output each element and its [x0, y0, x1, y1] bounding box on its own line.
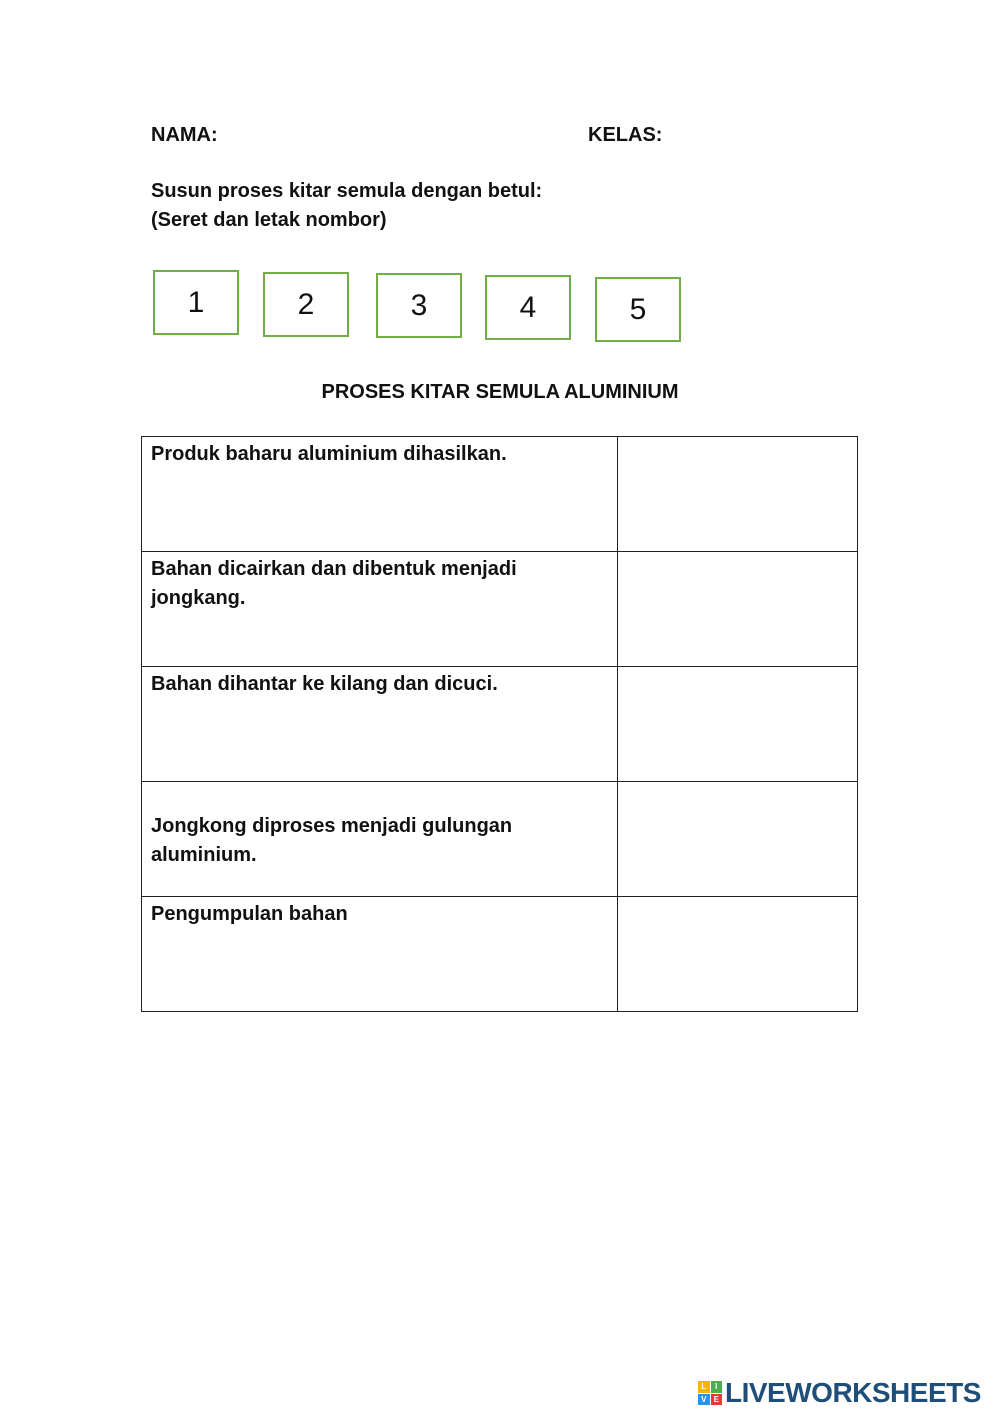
logo-letter: I: [711, 1381, 723, 1393]
step-cell: [142, 437, 618, 552]
table-row: [142, 667, 858, 782]
step-text: Bahan dicairkan dan dibentuk menjadi jongkang.: [151, 558, 517, 609]
nama-label: NAMA:: [151, 124, 218, 146]
step-text: Bahan dihantar ke kilang dan dicuci.: [151, 673, 498, 695]
section-title: PROSES KITAR SEMULA ALUMINIUM: [321, 381, 679, 403]
drop-zone[interactable]: [618, 552, 858, 667]
step-text: Pengumpulan bahan: [151, 903, 348, 925]
steps-table: [141, 436, 858, 1012]
logo-letter: V: [698, 1394, 710, 1406]
table-row: [142, 782, 858, 897]
logo-letter: E: [711, 1394, 723, 1406]
liveworksheets-logo-icon: [698, 1381, 722, 1405]
drop-zone[interactable]: [618, 667, 858, 782]
step-text: Jongkong diproses menjadi gulungan aluminium.: [151, 815, 513, 866]
number-tile-3[interactable]: 3: [376, 273, 462, 338]
number-tile-1[interactable]: 1: [153, 270, 239, 335]
table-row: [142, 897, 858, 1012]
step-cell: [142, 552, 618, 667]
instruction-line-1: Susun proses kitar semula dengan betul:: [151, 180, 543, 202]
table-row: [142, 552, 858, 667]
brand-name: LIVEWORKSHEETS: [725, 1377, 981, 1408]
drop-zone[interactable]: [618, 897, 858, 1012]
drop-zone[interactable]: [618, 437, 858, 552]
logo-letter: L: [698, 1381, 710, 1393]
drop-zone[interactable]: [618, 782, 858, 897]
number-tile-4[interactable]: 4: [485, 275, 571, 340]
instruction-line-2: (Seret dan letak nombor): [151, 209, 387, 231]
number-tile-2[interactable]: 2: [263, 272, 349, 337]
step-text: Produk baharu aluminium dihasilkan.: [151, 443, 507, 465]
number-tile-5[interactable]: 5: [595, 277, 681, 342]
step-cell: [142, 782, 618, 897]
step-cell: [142, 897, 618, 1012]
kelas-label: KELAS:: [588, 124, 663, 146]
table-row: [142, 437, 858, 552]
step-cell: [142, 667, 618, 782]
liveworksheets-brand: [698, 1378, 981, 1408]
